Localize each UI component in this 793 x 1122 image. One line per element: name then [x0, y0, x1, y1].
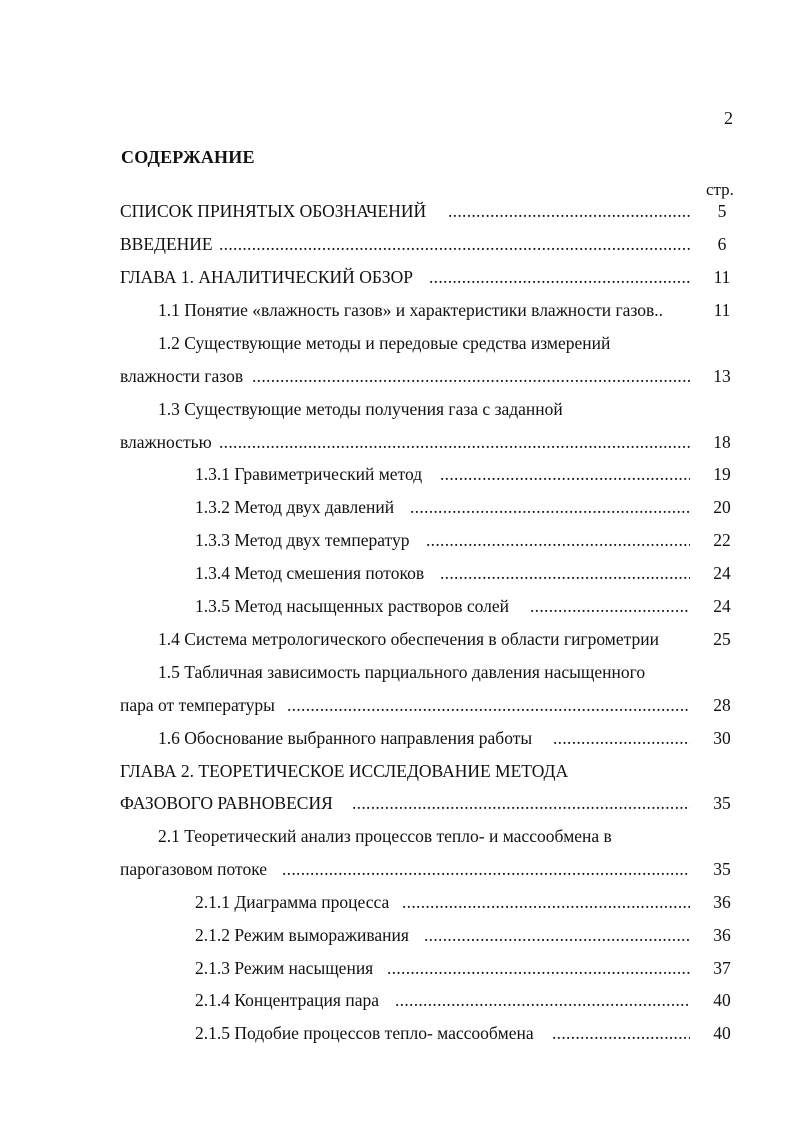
toc-entry-text: ВВЕДЕНИЕ [120, 234, 213, 254]
toc-page-number: 20 [713, 497, 731, 517]
toc-leader [395, 988, 690, 1012]
toc-leader [426, 528, 690, 552]
toc-page-number: 35 [713, 793, 731, 813]
toc-entry-text: 1.2 Существующие методы и передовые средства измерений [158, 333, 611, 353]
toc-entry-text: 2.1.4 Концентрация пара [195, 990, 379, 1010]
toc-leader [440, 462, 690, 486]
toc-page-number: 28 [713, 695, 731, 715]
toc-page-number: 35 [713, 859, 731, 879]
toc-leader [448, 199, 690, 223]
toc-page-number: 24 [713, 563, 731, 583]
toc-entry[interactable] [0, 298, 793, 322]
toc-entry-text: 1.3 Существующие методы получения газа с заданной [158, 399, 563, 419]
toc-page-number: 25 [713, 629, 731, 649]
toc-entry-text: пара от температуры [120, 695, 275, 715]
toc-entry-text: 2.1.2 Режим вымораживания [195, 925, 409, 945]
toc-entry[interactable] [0, 265, 793, 289]
page-title: СОДЕРЖАНИЕ [121, 147, 255, 167]
toc-entry[interactable] [0, 923, 793, 947]
toc-entry-text: 2.1.1 Диаграмма процесса [195, 892, 390, 912]
toc-page-number: 5 [717, 201, 727, 221]
toc-leader [552, 1021, 690, 1045]
toc-entry-text: СПИСОК ПРИНЯТЫХ ОБОЗНАЧЕНИЙ [120, 201, 427, 221]
toc-entry-text: 1.3.2 Метод двух давлений [195, 497, 395, 517]
toc-entry[interactable] [0, 693, 793, 717]
toc-entry[interactable] [0, 232, 793, 256]
page-number: 2 [724, 108, 733, 128]
toc-entry-text: 1.3.5 Метод насыщенных растворов солей [195, 596, 510, 616]
toc-page-number: 40 [713, 990, 731, 1010]
toc-entry[interactable] [0, 430, 793, 454]
toc-leader [410, 495, 690, 519]
toc-leader [402, 890, 690, 914]
toc-entry[interactable] [0, 1021, 793, 1045]
toc-entry-text: 1.4 Система метрологического обеспечения в области гигрометрии [158, 629, 659, 649]
toc-entry-text: влажностью [120, 432, 212, 452]
toc-entry[interactable] [0, 462, 793, 486]
toc-entry[interactable] [0, 561, 793, 585]
toc-page-number: 24 [713, 596, 731, 616]
toc-page-number: 30 [713, 728, 731, 748]
toc-entry-text: ГЛАВА 1. АНАЛИТИЧЕСКИЙ ОБЗОР [120, 267, 414, 287]
toc-entry-text: 1.6 Обоснование выбранного направления работы [158, 728, 533, 748]
toc-entry[interactable] [0, 791, 793, 815]
toc-page-number: 11 [713, 300, 731, 320]
toc-entry-text: ГЛАВА 2. ТЕОРЕТИЧЕСКОЕ ИССЛЕДОВАНИЕ МЕТОДА [120, 761, 569, 781]
toc-entry-text: 1.5 Табличная зависимость парциального давления насыщенного [158, 662, 646, 682]
toc-entry[interactable] [0, 857, 793, 881]
toc-entry[interactable] [0, 495, 793, 519]
toc-entry-text: 1.3.3 Метод двух температур [195, 530, 410, 550]
toc-leader [440, 561, 690, 585]
toc-leader [219, 232, 690, 256]
toc-entry[interactable] [0, 956, 793, 980]
toc-leader [387, 956, 690, 980]
toc-entry[interactable] [0, 726, 793, 750]
toc-leader [282, 857, 690, 881]
toc-page-number: 11 [713, 267, 731, 287]
toc-entry-text: 2.1 Теоретический анализ процессов тепло- и массообмена в [158, 826, 612, 846]
toc-leader [530, 594, 690, 618]
toc-leader [429, 265, 690, 289]
toc-entry[interactable] [0, 890, 793, 914]
toc-leader [352, 791, 690, 815]
toc-leader [287, 693, 690, 717]
toc-page-number: 13 [713, 366, 731, 386]
toc-entry-text: 1.1 Понятие «влажность газов» и характеристики влажности газов.. [158, 300, 664, 320]
toc-entry[interactable] [0, 528, 793, 552]
toc-leader [252, 364, 690, 388]
toc-entry[interactable] [0, 627, 793, 651]
toc-entry[interactable] [0, 199, 793, 223]
toc-page-number: 19 [713, 464, 731, 484]
toc-leader [424, 923, 690, 947]
toc-entry[interactable] [0, 988, 793, 1012]
toc-page-number: 37 [713, 958, 731, 978]
toc-entry[interactable] [0, 364, 793, 388]
toc-entry-text: 1.3.4 Метод смешения потоков [195, 563, 425, 583]
toc-entry-text: 2.1.5 Подобие процессов тепло- массообмена [195, 1023, 534, 1043]
toc-entry-text: 1.3.1 Гравиметрический метод [195, 464, 423, 484]
toc-entry-text: парогазовом потоке [120, 859, 268, 879]
toc-leader [219, 430, 690, 454]
toc-entry-text: 2.1.3 Режим насыщения [195, 958, 374, 978]
toc-page-number: 36 [713, 892, 731, 912]
toc-page-number: 22 [713, 530, 731, 550]
toc-page-number: 6 [717, 234, 727, 254]
toc-page-number: 36 [713, 925, 731, 945]
toc-entry-text: влажности газов [120, 366, 244, 386]
toc-entry-text: ФАЗОВОГО РАВНОВЕСИЯ [120, 793, 333, 813]
toc-entry[interactable] [0, 594, 793, 618]
page-column-label: стр. [706, 180, 734, 199]
toc-page-number: 40 [713, 1023, 731, 1043]
toc-page-number: 18 [713, 432, 731, 452]
toc-leader [553, 726, 690, 750]
